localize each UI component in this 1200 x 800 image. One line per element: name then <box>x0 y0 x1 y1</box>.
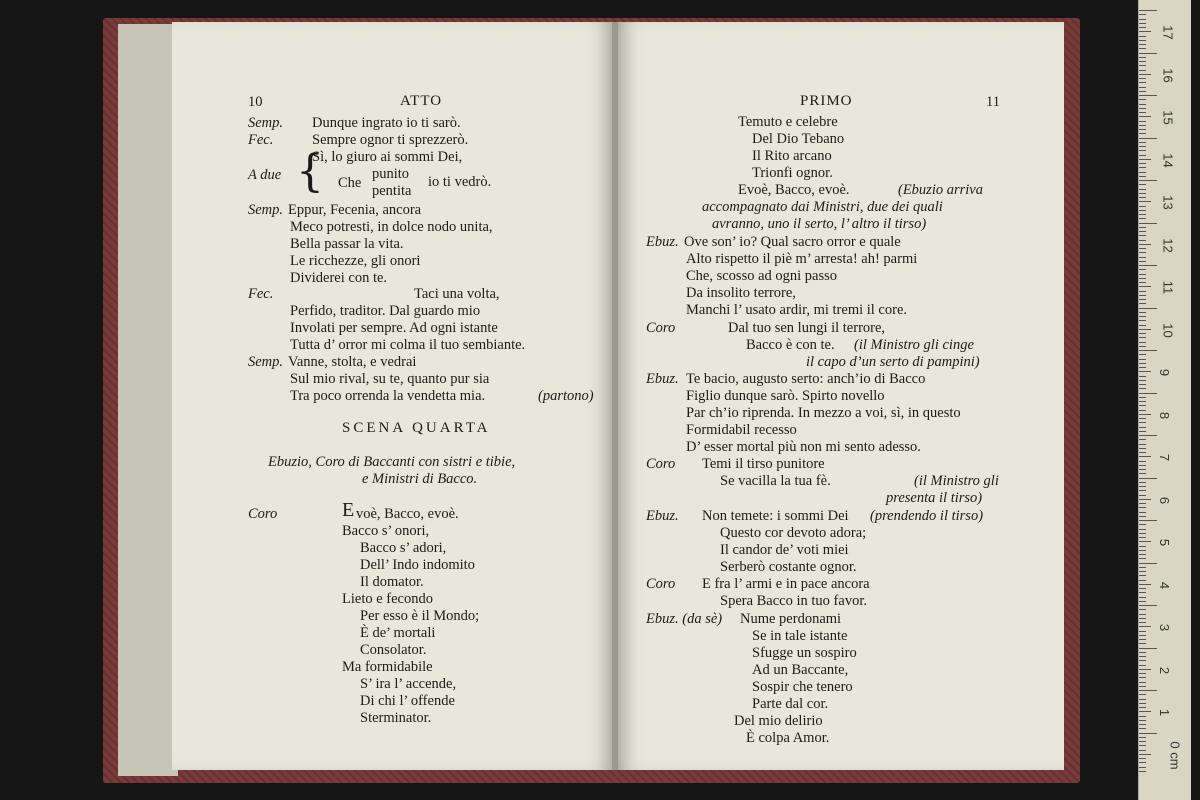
ruler-tick <box>1139 138 1157 139</box>
ruler-tick <box>1139 184 1146 185</box>
verse-line: Ove son’ io? Qual sacro orror e quale <box>684 234 901 250</box>
speaker-label: Ebuz. <box>646 234 679 250</box>
ruler-tick <box>1139 172 1146 173</box>
ruler-tick <box>1139 180 1157 181</box>
verse-line: Consolator. <box>360 642 427 658</box>
ruler-tick <box>1139 218 1146 219</box>
ruler-label: 17 <box>1160 25 1176 40</box>
ruler-tick <box>1139 639 1146 640</box>
ruler-tick <box>1139 444 1146 445</box>
ruler-tick <box>1139 758 1146 759</box>
ruler-tick <box>1139 312 1146 313</box>
ruler-tick <box>1139 448 1146 449</box>
ruler-tick <box>1139 558 1146 559</box>
ruler-tick <box>1139 201 1151 202</box>
ruler-label: 8 <box>1157 411 1173 419</box>
ruler-tick <box>1139 227 1146 228</box>
verse-line: pentita <box>372 183 412 199</box>
verse-line: Di chi l’ offende <box>360 693 455 709</box>
ruler-tick <box>1139 418 1146 419</box>
verse-line: Il domator. <box>360 574 424 590</box>
speaker-label: Coro <box>646 456 676 472</box>
verse-line: Il Rito arcano <box>752 148 832 164</box>
ruler-tick <box>1139 53 1157 54</box>
ruler-tick <box>1139 503 1146 504</box>
ruler-tick <box>1139 303 1146 304</box>
verse-line: Sfugge un sospiro <box>752 645 857 661</box>
ruler-tick <box>1139 371 1151 372</box>
ruler-tick <box>1139 78 1146 79</box>
ruler-tick <box>1139 754 1151 755</box>
speaker-label: Semp. <box>248 354 284 370</box>
verse-line: Per esso è il Mondo; <box>360 608 480 624</box>
verse-line: Meco potresti, in dolce nodo unita, <box>290 219 493 235</box>
speaker-label: Coro <box>646 576 676 592</box>
ruler-tick <box>1139 486 1146 487</box>
ruler-tick <box>1139 673 1146 674</box>
stage-direction: presenta il tirso) <box>886 490 983 506</box>
ruler-tick <box>1139 286 1151 287</box>
ruler-tick <box>1139 648 1157 649</box>
ruler-label: 10 <box>1160 322 1176 338</box>
ruler-tick <box>1139 116 1151 117</box>
ruler-tick <box>1139 346 1146 347</box>
verse-line: Tra poco orrenda la vendetta mia. <box>290 388 486 404</box>
ruler-tick <box>1139 690 1157 691</box>
ruler-tick <box>1139 133 1146 134</box>
ruler-tick <box>1139 19 1146 20</box>
ruler-tick <box>1139 65 1146 66</box>
verse-line: È colpa Amor. <box>746 730 830 746</box>
ruler-tick <box>1139 567 1146 568</box>
ruler-label: 0 cm <box>1167 740 1183 770</box>
left-page <box>172 22 614 770</box>
ruler-tick <box>1139 150 1146 151</box>
verse-line: voè, Bacco, evoè. <box>356 506 459 522</box>
ruler-tick <box>1139 588 1146 589</box>
ruler-tick <box>1139 376 1146 377</box>
ruler-label: 5 <box>1157 538 1173 547</box>
verse-line: Figlio dunque sarò. Spirto novello <box>686 388 885 404</box>
ruler-tick <box>1139 495 1146 496</box>
ruler-tick <box>1139 146 1146 147</box>
stage-direction: (prendendo il tirso) <box>870 508 984 524</box>
drop-cap: E <box>342 499 355 521</box>
ruler-tick <box>1139 584 1151 585</box>
ruler-tick <box>1139 223 1157 224</box>
verse-line: Del Dio Tebano <box>752 131 845 147</box>
verse-line: S’ ira l’ accende, <box>360 676 457 692</box>
ruler-tick <box>1139 354 1146 355</box>
ruler-tick <box>1139 167 1146 168</box>
ruler-tick <box>1139 350 1157 351</box>
ruler-tick <box>1139 516 1146 517</box>
ruler-tick <box>1139 36 1146 37</box>
ruler-tick <box>1139 656 1146 657</box>
ruler-tick <box>1139 499 1151 500</box>
ruler-tick <box>1139 635 1146 636</box>
ruler-tick <box>1139 87 1146 88</box>
verse-line: Par ch’io riprenda. In mezzo a voi, sì, in questo <box>686 405 961 421</box>
ruler-tick <box>1139 571 1146 572</box>
verse-line: Temi il tirso punitore <box>702 456 825 472</box>
ruler-tick <box>1139 554 1146 555</box>
stage-direction: accompagnato dai Ministri, due dei quali <box>702 199 943 215</box>
running-head: PRIMO <box>800 93 853 109</box>
ruler-tick <box>1139 61 1146 62</box>
book-endpaper <box>118 24 178 776</box>
ruler-label: 12 <box>1160 237 1176 253</box>
ruler-tick <box>1139 333 1146 334</box>
ruler-tick <box>1139 762 1146 763</box>
ruler-tick <box>1139 214 1146 215</box>
ruler-tick <box>1139 473 1146 474</box>
ruler-label: 9 <box>1157 368 1173 377</box>
ruler-tick <box>1139 665 1146 666</box>
verse-line: Il candor de’ voti miei <box>720 542 849 558</box>
verse-line: Sì, lo giuro ai sommi Dei, <box>312 149 463 165</box>
ruler-tick <box>1139 70 1146 71</box>
ruler-tick <box>1139 193 1146 194</box>
ruler-tick <box>1139 682 1146 683</box>
ruler-tick <box>1139 342 1146 343</box>
ruler-tick <box>1139 337 1146 338</box>
ruler-tick <box>1139 575 1146 576</box>
speaker-label: Semp. <box>248 115 284 131</box>
ruler-tick <box>1139 660 1146 661</box>
verse-line: Ad un Baccante, <box>752 662 849 678</box>
ruler-tick <box>1139 252 1146 253</box>
verse-line: Alto rispetto il piè m’ arresta! ah! parmi <box>686 251 918 267</box>
ruler-tick <box>1139 23 1146 24</box>
stage-direction: (Ebuzio arriva <box>898 182 983 198</box>
ruler-tick <box>1139 431 1146 432</box>
ruler-tick <box>1139 278 1146 279</box>
ruler-tick <box>1139 248 1146 249</box>
ruler-tick <box>1139 435 1157 436</box>
ruler-tick <box>1139 507 1146 508</box>
ruler-label: 13 <box>1160 195 1176 210</box>
verse-line: Se vacilla la tua fè. <box>720 473 831 489</box>
ruler-tick <box>1139 388 1146 389</box>
verse-line: Vanne, stolta, e vedrai <box>288 354 417 370</box>
ruler-tick <box>1139 44 1146 45</box>
ruler-tick <box>1139 605 1157 606</box>
ruler-tick <box>1139 427 1146 428</box>
ruler-tick <box>1139 31 1151 32</box>
ruler-label: 3 <box>1157 623 1173 632</box>
verse-line: Dunque ingrato io ti sarò. <box>312 115 461 131</box>
ruler-tick <box>1139 240 1146 241</box>
stage-direction: (il Ministro gli cinge <box>854 337 974 353</box>
ruler-tick <box>1139 737 1146 738</box>
scene-title: SCENA QUARTA <box>342 420 491 436</box>
speaker-label: Fec. <box>248 132 274 148</box>
ruler-tick <box>1139 728 1146 729</box>
verse-line: Dal tuo sen lungi il terrore, <box>728 320 886 336</box>
ruler-tick <box>1139 524 1146 525</box>
verse-line: Sempre ognor ti sprezzerò. <box>312 132 469 148</box>
ruler-tick <box>1139 384 1146 385</box>
ruler-tick <box>1139 439 1146 440</box>
ruler-label: 1 <box>1157 708 1173 717</box>
verse-line: Te bacio, augusto serto: anch’io di Bacco <box>686 371 926 387</box>
ruler-tick <box>1139 316 1146 317</box>
verse-line: Dell’ Indo indomito <box>360 557 475 573</box>
ruler-tick <box>1139 265 1157 266</box>
ruler-tick <box>1139 520 1157 521</box>
ruler-tick <box>1139 112 1146 113</box>
verse-line: Da insolito terrore, <box>686 285 796 301</box>
running-head: ATTO <box>400 93 443 109</box>
verse-line: Evoè, Bacco, evoè. <box>738 182 850 198</box>
ruler-tick <box>1139 108 1146 109</box>
ruler-tick <box>1139 380 1146 381</box>
verse-line: punito <box>372 166 410 182</box>
ruler-tick <box>1139 529 1146 530</box>
verse-line: Che, scosso ad ogni passo <box>686 268 838 284</box>
verse-line: Bacco s’ onori, <box>342 523 430 539</box>
ruler-tick <box>1139 461 1146 462</box>
page-number: 10 <box>248 94 263 110</box>
verse-line: Serberò costante ognor. <box>720 559 857 575</box>
verse-line: Bacco è con te. <box>746 337 835 353</box>
verse-line: Ma formidabile <box>342 659 433 675</box>
measurement-ruler <box>1138 0 1191 800</box>
verse-line: Lieto e fecondo <box>342 591 433 607</box>
ruler-label: 4 <box>1157 581 1173 589</box>
ruler-tick <box>1139 401 1146 402</box>
ruler-label: 15 <box>1160 110 1176 125</box>
verse-line: Sul mio rival, su te, quanto pur sia <box>290 371 490 387</box>
ruler-tick <box>1139 231 1146 232</box>
ruler-tick <box>1139 48 1146 49</box>
verse-line: Perfido, traditor. Dal guardo mio <box>290 303 481 319</box>
verse-line: E fra l’ armi e in pace ancora <box>702 576 870 592</box>
ruler-tick <box>1139 745 1146 746</box>
verse-line: Eppur, Fecenia, ancora <box>288 202 422 218</box>
verse-line: Bacco s’ adori, <box>360 540 447 556</box>
ruler-tick <box>1139 550 1146 551</box>
verse-line: Taci una volta, <box>414 286 500 302</box>
verse-line: È de’ mortali <box>360 625 436 641</box>
speaker-label: Fec. <box>248 286 274 302</box>
ruler-tick <box>1139 614 1146 615</box>
verse-line: Non temete: i sommi Dei <box>702 508 849 524</box>
ruler-tick <box>1139 291 1146 292</box>
ruler-tick <box>1139 359 1146 360</box>
ruler-tick <box>1139 669 1151 670</box>
cast-list: e Ministri di Bacco. <box>362 471 478 487</box>
ruler-tick <box>1139 40 1146 41</box>
ruler-tick <box>1139 597 1146 598</box>
ruler-tick <box>1139 677 1146 678</box>
ruler-tick <box>1139 767 1146 768</box>
ruler-tick <box>1139 741 1146 742</box>
verse-line: Del mio delirio <box>734 713 823 729</box>
speaker-label: Ebuz. <box>646 371 679 387</box>
ruler-tick <box>1139 716 1146 717</box>
ruler-tick <box>1139 129 1146 130</box>
ruler-tick <box>1139 537 1146 538</box>
ruler-tick <box>1139 626 1151 627</box>
verse-line: io ti vedrò. <box>428 174 492 190</box>
ruler-tick <box>1139 282 1146 283</box>
ruler-label: 16 <box>1160 67 1176 83</box>
ruler-tick <box>1139 27 1146 28</box>
ruler-tick <box>1139 142 1146 143</box>
ruler-tick <box>1139 601 1146 602</box>
ruler-tick <box>1139 163 1146 164</box>
ruler-tick <box>1139 733 1157 734</box>
ruler-tick <box>1139 244 1151 245</box>
stage-direction: il capo d’un serto di pampini) <box>806 354 980 370</box>
ruler-tick <box>1139 308 1157 309</box>
ruler-tick <box>1139 393 1157 394</box>
verse-line: Dividerei con te. <box>290 270 388 286</box>
ruler-tick <box>1139 329 1151 330</box>
verse-line: Parte dal cor. <box>752 696 829 712</box>
ruler-tick <box>1139 694 1146 695</box>
ruler-tick <box>1139 261 1146 262</box>
ruler-label: 11 <box>1160 280 1176 295</box>
verse-line: Formidabil recesso <box>686 422 797 438</box>
ruler-tick <box>1139 482 1146 483</box>
ruler-label: 2 <box>1157 666 1173 674</box>
ruler-tick <box>1139 121 1146 122</box>
ruler-tick <box>1139 618 1146 619</box>
verse-line: Bella passar la vita. <box>290 236 404 252</box>
ruler-tick <box>1139 724 1146 725</box>
stage-direction: (partono) <box>538 388 594 404</box>
ruler-tick <box>1139 10 1157 11</box>
verse-line: Temuto e celebre <box>738 114 838 130</box>
ruler-tick <box>1139 91 1146 92</box>
verse-line: Involati per sempre. Ad ogni istante <box>290 320 498 336</box>
ruler-tick <box>1139 563 1157 564</box>
ruler-tick <box>1139 452 1146 453</box>
ruler-tick <box>1139 206 1146 207</box>
ruler-tick <box>1139 699 1146 700</box>
speaker-label: A due <box>248 167 282 183</box>
ruler-tick <box>1139 397 1146 398</box>
ruler-tick <box>1139 720 1146 721</box>
ruler-tick <box>1139 299 1146 300</box>
ruler-tick <box>1139 405 1146 406</box>
ruler-tick <box>1139 643 1146 644</box>
verse-line: Che <box>338 175 362 191</box>
ruler-label: 14 <box>1160 152 1176 168</box>
ruler-tick <box>1139 363 1146 364</box>
verse-line: Sterminator. <box>360 710 432 726</box>
ruler-tick <box>1139 469 1146 470</box>
stage-direction: (il Ministro gli <box>914 473 999 489</box>
ruler-tick <box>1139 711 1151 712</box>
speaker-label: Ebuz. (da sè) <box>646 611 723 627</box>
ruler-tick <box>1139 750 1146 751</box>
stage-direction: avranno, uno il serto, l’ altro il tirso) <box>712 216 927 232</box>
ruler-tick <box>1139 580 1146 581</box>
ruler-tick <box>1139 609 1146 610</box>
ruler-tick <box>1139 274 1146 275</box>
speaker-label: Semp. <box>248 202 284 218</box>
ruler-tick <box>1139 269 1146 270</box>
ruler-tick <box>1139 189 1146 190</box>
ruler-tick <box>1139 159 1151 160</box>
verse-line: Manchi l’ usato ardir, mi tremi il core. <box>686 302 908 318</box>
ruler-tick <box>1139 652 1146 653</box>
verse-line: Nume perdonami <box>740 611 842 627</box>
ruler-tick <box>1139 703 1146 704</box>
verse-line: Le ricchezze, gli onori <box>290 253 421 269</box>
ruler-tick <box>1139 125 1146 126</box>
page-number: 11 <box>986 94 1000 110</box>
verse-line: Tutta d’ orror mi colma il tuo sembiante. <box>290 337 526 353</box>
ruler-tick <box>1139 541 1151 542</box>
ruler-tick <box>1139 235 1146 236</box>
ruler-tick <box>1139 197 1146 198</box>
ruler-tick <box>1139 410 1146 411</box>
ruler-tick <box>1139 325 1146 326</box>
verse-line: Trionfi ognor. <box>752 165 833 181</box>
ruler-tick <box>1139 631 1146 632</box>
ruler-tick <box>1139 512 1146 513</box>
speaker-label: Coro <box>646 320 676 336</box>
speaker-label: Ebuz. <box>646 508 679 524</box>
ruler-tick <box>1139 686 1146 687</box>
ruler-tick <box>1139 414 1151 415</box>
ruler-tick <box>1139 95 1157 96</box>
ruler-label: 7 <box>1157 453 1173 462</box>
ruler-tick <box>1139 99 1146 100</box>
ruler-tick <box>1139 295 1146 296</box>
right-page <box>618 22 1064 770</box>
ruler-tick <box>1139 320 1146 321</box>
ruler-tick <box>1139 14 1146 15</box>
ruler-tick <box>1139 367 1146 368</box>
ruler-tick <box>1139 533 1146 534</box>
ruler-tick <box>1139 546 1146 547</box>
ruler-tick <box>1139 465 1146 466</box>
verse-line: Sospir che tenero <box>752 679 853 695</box>
ruler-label: 6 <box>1157 496 1173 504</box>
ruler-tick <box>1139 478 1157 479</box>
verse-line: Questo cor devoto adora; <box>720 525 867 541</box>
cast-list: Ebuzio, Coro di Baccanti con sistri e tibie, <box>268 454 516 470</box>
ruler-tick <box>1139 176 1146 177</box>
ruler-tick <box>1139 622 1146 623</box>
verse-line: D’ esser mortal più non mi sento adesso. <box>686 439 921 455</box>
brace-icon: { <box>296 146 324 197</box>
ruler-tick <box>1139 422 1146 423</box>
ruler-tick <box>1139 82 1146 83</box>
ruler-tick <box>1139 592 1146 593</box>
ruler-tick <box>1139 771 1146 772</box>
ruler-tick <box>1139 74 1151 75</box>
ruler-tick <box>1139 155 1146 156</box>
ruler-tick <box>1139 210 1146 211</box>
ruler-tick <box>1139 490 1146 491</box>
ruler-tick <box>1139 456 1151 457</box>
ruler-tick <box>1139 707 1146 708</box>
verse-line: Se in tale istante <box>752 628 848 644</box>
verse-line: Spera Bacco in tuo favor. <box>720 593 867 609</box>
speaker-label: Coro <box>248 506 278 522</box>
ruler-tick <box>1139 257 1146 258</box>
ruler-tick <box>1139 57 1146 58</box>
ruler-tick <box>1139 104 1146 105</box>
